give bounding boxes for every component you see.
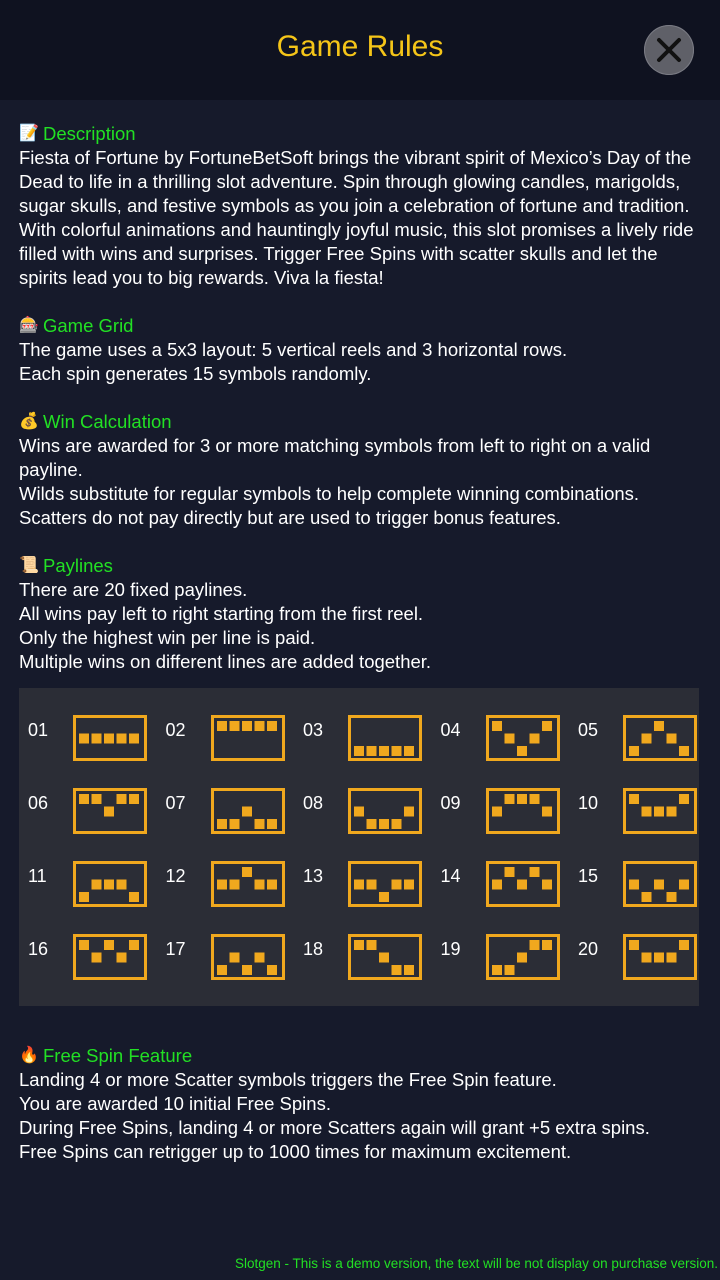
payline-symbol [379,953,389,963]
payline-symbol [492,721,502,731]
payline-item [28,715,152,767]
payline-symbol [654,721,664,731]
payline-symbol [654,953,664,963]
payline-symbol [367,940,377,950]
payline-number: 10 [578,793,599,813]
payline-symbol [542,940,552,950]
payline-symbol [104,880,114,890]
payline-pattern [623,715,697,761]
payline-symbol [242,965,252,975]
payline-pattern [486,788,560,834]
payline-symbol [229,819,239,829]
payline-item [166,934,290,986]
close-button[interactable] [644,25,694,75]
payline-number: 18 [303,939,324,959]
payline-symbol [354,880,364,890]
payline-pattern [73,715,147,761]
payline-symbol [92,880,102,890]
payline-symbol [79,940,89,950]
payline-symbol [517,953,527,963]
payline-number: 14 [440,866,461,886]
payline-symbol [629,940,639,950]
section-title: Game Grid [43,315,134,336]
payline-pattern [486,861,560,907]
paylines-line: Multiple wins on different lines are added together. [19,651,432,672]
payline-pattern [211,861,285,907]
payline-item [441,861,565,913]
payline-item [303,788,427,840]
payline-symbol [379,819,389,829]
payline-symbol [679,794,689,804]
payline-item [578,788,702,840]
payline-pattern [623,788,697,834]
payline-symbol [529,794,539,804]
payline-pattern [486,715,560,761]
win-line: Wins are awarded for 3 or more matching symbols from left to right on a valid payline. [19,435,651,480]
free-spin-line: During Free Spins, landing 4 or more Scatters again will grant +5 extra spins. [19,1117,650,1138]
payline-symbol [667,892,677,902]
payline-symbol [254,721,264,731]
payline-symbol [242,721,252,731]
payline-symbol [392,819,402,829]
free-spin-line: Free Spins can retrigger up to 1000 times for maximum excitement. [19,1141,572,1162]
payline-symbol [267,880,277,890]
payline-pattern [211,715,285,761]
payline-symbol [529,940,539,950]
payline-symbol [492,965,502,975]
payline-symbol [229,721,239,731]
payline-number: 08 [303,793,324,813]
payline-symbol [654,880,664,890]
payline-symbol [242,867,252,877]
payline-symbol [504,965,514,975]
paylines-section [19,554,709,674]
payline-symbol [129,794,139,804]
description-text: Fiesta of Fortune by FortuneBetSoft brings the vibrant spirit of Mexico’s Day of the Dead to life in a thrilling slot adventure. Spin through glowing candles, marigolds, sugar skulls, and festive symbols as you join a celebration of fortune and tradition. With colorful animations and hauntingly joyful music, this slot promises a lively ride filled with wins and surprises. Trigger Free Spins with scatter skulls and let the spirits lead you to big rewards. Viva la fiesta! [19,147,694,288]
payline-item [441,715,565,767]
rules-content [19,122,709,1164]
page-title: Game Rules [276,30,444,63]
payline-pattern [348,715,422,761]
payline-item [166,715,290,767]
payline-item [166,861,290,913]
payline-symbol [379,746,389,756]
payline-symbol [117,880,127,890]
payline-symbol [492,880,502,890]
payline-symbol [254,880,264,890]
paylines-line: All wins pay left to right starting from the first reel. [19,603,424,624]
payline-symbol [629,794,639,804]
payline-symbol [129,892,139,902]
payline-symbol [542,807,552,817]
section-title: Paylines [43,555,113,576]
payline-number: 07 [165,793,186,813]
payline-symbol [517,880,527,890]
payline-symbol [104,734,114,744]
payline-symbol [129,940,139,950]
payline-symbol [404,746,414,756]
paylines-line: There are 20 fixed paylines. [19,579,248,600]
payline-pattern [348,861,422,907]
free-spin-line: Landing 4 or more Scatter symbols triggers the Free Spin feature. [19,1069,557,1090]
payline-pattern [73,788,147,834]
payline-symbol [529,867,539,877]
win-line: Wilds substitute for regular symbols to help complete winning combinations. [19,483,640,504]
payline-number: 12 [165,866,186,886]
payline-item [578,861,702,913]
payline-symbol [679,746,689,756]
payline-symbol [542,880,552,890]
payline-symbol [642,953,652,963]
payline-symbol [392,746,402,756]
payline-symbol [504,734,514,744]
payline-item [578,715,702,767]
memo-icon: 📝 [19,125,39,142]
payline-symbol [367,819,377,829]
payline-symbol [354,807,364,817]
payline-symbol [517,746,527,756]
payline-symbol [367,880,377,890]
slot-machine-icon: 🎰 [19,317,39,334]
payline-symbol [254,953,264,963]
payline-number: 13 [303,866,324,886]
payline-symbol [517,794,527,804]
payline-number: 20 [578,939,599,959]
payline-pattern [73,934,147,980]
payline-symbol [667,807,677,817]
payline-item [28,861,152,913]
payline-symbol [492,807,502,817]
win-calculation-section [19,410,709,530]
payline-symbol [267,819,277,829]
section-title: Free Spin Feature [43,1045,193,1066]
payline-symbol [79,734,89,744]
money-bag-icon: 💰 [19,413,39,430]
payline-symbol [117,794,127,804]
description-section [19,122,709,290]
payline-symbol [367,746,377,756]
payline-pattern [73,861,147,907]
payline-symbol [217,819,227,829]
payline-pattern [486,934,560,980]
payline-number: 02 [165,720,186,740]
payline-symbol [354,940,364,950]
payline-symbol [229,953,239,963]
payline-symbol [267,965,277,975]
payline-symbol [92,953,102,963]
payline-item [28,934,152,986]
payline-number: 03 [303,720,324,740]
payline-symbol [392,965,402,975]
payline-number: 11 [28,866,47,886]
payline-symbol [254,819,264,829]
payline-number: 09 [440,793,461,813]
payline-item [303,715,427,767]
payline-symbol [392,880,402,890]
payline-symbol [654,807,664,817]
payline-symbol [217,965,227,975]
header-bar [0,0,720,100]
payline-symbol [92,734,102,744]
payline-pattern [211,788,285,834]
payline-symbol [667,953,677,963]
payline-symbol [542,721,552,731]
payline-symbol [679,940,689,950]
payline-pattern [623,934,697,980]
payline-number: 06 [28,793,49,813]
game-grid-line: The game uses a 5x3 layout: 5 vertical reels and 3 horizontal rows. [19,339,568,360]
payline-pattern [348,788,422,834]
paylines-line: Only the highest win per line is paid. [19,627,316,648]
payline-pattern [623,861,697,907]
payline-symbol [379,892,389,902]
payline-item [441,788,565,840]
payline-symbol [217,880,227,890]
payline-number: 05 [578,720,599,740]
payline-symbol [217,721,227,731]
game-grid-section [19,314,709,386]
game-grid-line: Each spin generates 15 symbols randomly. [19,363,372,384]
win-line: Scatters do not pay directly but are used to trigger bonus features. [19,507,561,528]
payline-item [166,788,290,840]
payline-symbol [79,892,89,902]
payline-symbol [629,746,639,756]
payline-item [303,861,427,913]
payline-symbol [629,880,639,890]
payline-symbol [504,867,514,877]
section-title: Win Calculation [43,411,172,432]
payline-symbol [404,807,414,817]
payline-symbol [104,807,114,817]
payline-number: 01 [28,720,49,740]
payline-symbol [642,892,652,902]
payline-pattern [348,934,422,980]
payline-symbol [79,794,89,804]
payline-item [578,934,702,986]
payline-symbol [354,746,364,756]
payline-symbol [92,794,102,804]
payline-symbol [404,965,414,975]
payline-number: 15 [578,866,599,886]
free-spin-line: You are awarded 10 initial Free Spins. [19,1093,331,1114]
payline-symbol [129,734,139,744]
close-icon [644,25,694,75]
payline-symbol [242,807,252,817]
payline-number: 19 [440,939,461,959]
payline-symbol [504,794,514,804]
payline-symbol [667,734,677,744]
free-spin-section [19,1044,709,1164]
section-title: Description [43,123,136,144]
demo-footer-notice: Slotgen - This is a demo version, the text will be not display on purchase version. [234,1256,718,1271]
scroll-icon: 📜 [19,557,39,574]
payline-symbol [529,734,539,744]
payline-pattern [211,934,285,980]
payline-symbol [229,880,239,890]
payline-grid [19,688,699,1006]
payline-symbol [642,734,652,744]
payline-number: 17 [165,939,186,959]
payline-symbol [117,953,127,963]
payline-number: 04 [440,720,461,740]
payline-item [303,934,427,986]
payline-symbol [267,721,277,731]
payline-symbol [679,880,689,890]
payline-symbol [104,940,114,950]
payline-symbol [404,880,414,890]
payline-item [441,934,565,986]
fire-icon: 🔥 [19,1047,39,1064]
payline-symbol [642,807,652,817]
payline-item [28,788,152,840]
payline-symbol [117,734,127,744]
payline-number: 16 [28,939,49,959]
